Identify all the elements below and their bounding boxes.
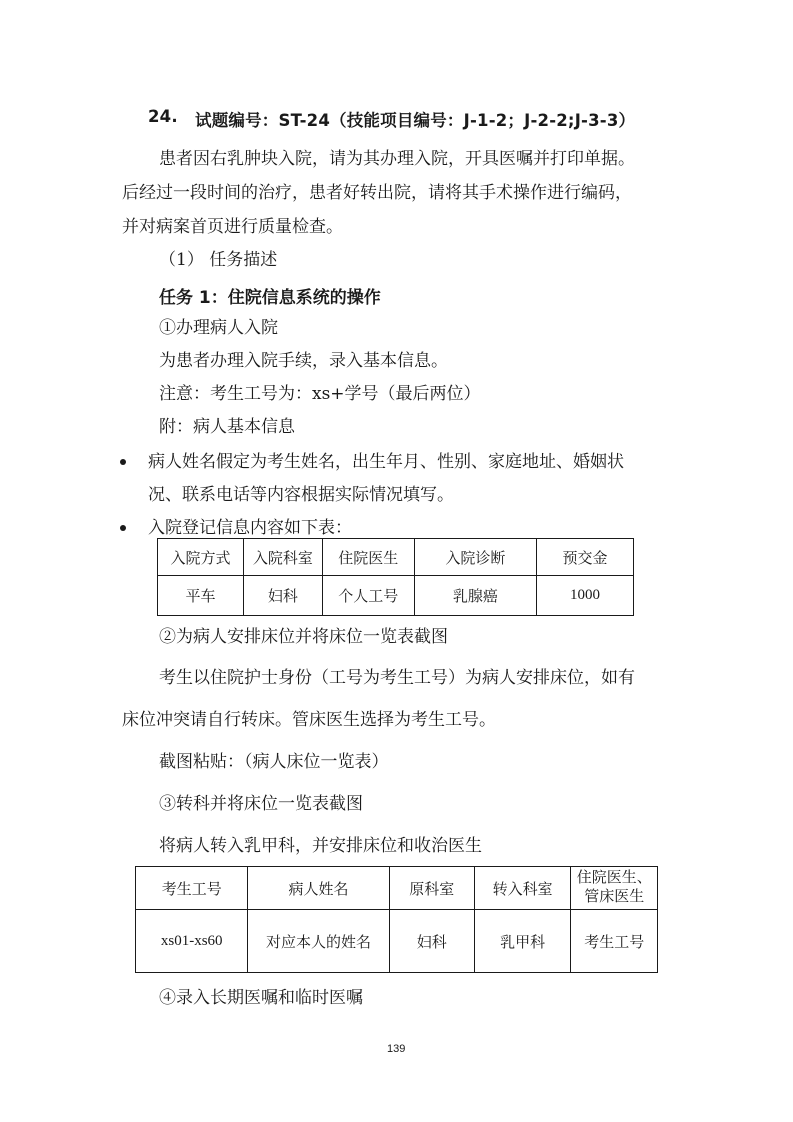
header-line: 管床医生	[584, 889, 645, 905]
step3-desc: 将病人转入乳甲科，并安排床位和收治医生	[159, 836, 482, 856]
table-cell: 乳腺癌	[414, 576, 536, 616]
table-header-cell: 考生工号	[136, 867, 248, 910]
intro-line-1: 患者因右乳肿块入院，请为其办理入院，开具医嘱并打印单据。	[159, 149, 635, 169]
table-cell: 妇科	[243, 576, 322, 616]
section-task-description: （1） 任务描述	[159, 250, 278, 270]
question-number: 24.	[148, 107, 178, 126]
bullet1-line1: 病人姓名假定为考生姓名，出生年月、性别、家庭地址、婚姻状	[148, 452, 624, 472]
table-cell: 乳甲科	[474, 910, 570, 973]
bullet-dot	[120, 459, 126, 465]
bullet1-line2: 况、联系电话等内容根据实际情况填写。	[148, 485, 454, 505]
step1-attach: 附：病人基本信息	[159, 417, 295, 437]
table-header-cell: 入院方式	[158, 539, 244, 576]
table-header-cell: 转入科室	[474, 867, 570, 910]
admission-info-table	[157, 538, 634, 616]
step1-note: 注意：考生工号为：xs+学号（最后两位）	[159, 384, 481, 404]
step1-title: ①办理病人入院	[159, 318, 278, 338]
table-header-cell: 住院医生	[322, 539, 414, 576]
intro-line-3: 并对病案首页进行质量检查。	[122, 217, 343, 237]
table-row	[158, 576, 634, 616]
table-header-cell: 预交金	[537, 539, 634, 576]
intro-line-2: 后经过一段时间的治疗，患者好转出院，请将其手术操作进行编码，	[122, 183, 632, 203]
table-header-row	[136, 867, 658, 910]
step2-title: ②为病人安排床位并将床位一览表截图	[159, 627, 448, 647]
transfer-table	[135, 866, 658, 973]
table-cell: 平车	[158, 576, 244, 616]
bullet-dot	[120, 525, 126, 531]
question-heading: 试题编号：ST-24（技能项目编号：J-1-2；J-2-2;J-3-3）	[195, 111, 636, 130]
table-cell: 对应本人的姓名	[248, 910, 389, 973]
table-header-row	[158, 539, 634, 576]
step3-title: ③转科并将床位一览表截图	[159, 794, 363, 814]
table-cell: xs01-xs60	[136, 910, 248, 973]
table-header-cell: 病人姓名	[248, 867, 389, 910]
bullet2-text: 入院登记信息内容如下表：	[148, 518, 352, 538]
header-line: 住院医生、	[576, 870, 652, 886]
step2-desc-line1: 考生以住院护士身份（工号为考生工号）为病人安排床位，如有	[159, 668, 635, 688]
table-cell: 妇科	[389, 910, 474, 973]
table-header-cell: 入院诊断	[414, 539, 536, 576]
table-header-cell	[571, 867, 658, 910]
table-cell: 考生工号	[571, 910, 658, 973]
task1-title: 任务 1：住院信息系统的操作	[159, 288, 381, 308]
table-cell: 1000	[537, 576, 634, 616]
table-header-cell: 原科室	[389, 867, 474, 910]
table-cell: 个人工号	[322, 576, 414, 616]
step4-title: ④录入长期医嘱和临时医嘱	[159, 988, 363, 1008]
table-row	[136, 910, 658, 973]
step2-paste: 截图粘贴：（病人床位一览表）	[159, 752, 389, 772]
step1-desc: 为患者办理入院手续，录入基本信息。	[159, 351, 448, 371]
step2-desc-line2: 床位冲突请自行转床。管床医生选择为考生工号。	[122, 710, 496, 730]
table-header-cell: 入院科室	[243, 539, 322, 576]
page-number: 139	[387, 1043, 406, 1055]
